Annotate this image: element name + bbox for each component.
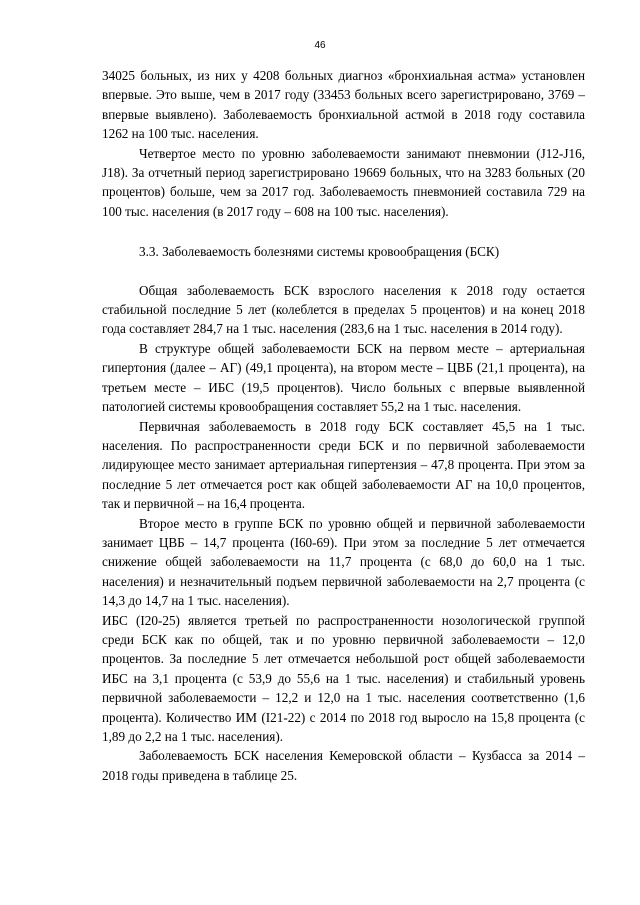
document-body [102, 66, 585, 785]
paragraph-bsk-structure: В структуре общей заболеваемости БСК на первом месте – артериальная гипертония (далее – АГ) (49,1 процента), на втором месте – ЦВБ (21,1 процента), на третьем месте – ИБС (19,5 процентов). Число больных с впервые выявленной патологией системы кровообращения составляет 55,2 на 1 тыс. населения. [102, 340, 585, 415]
paragraph-asthma-continued: 34025 больных, из них у 4208 больных диагноз «бронхиальная астма» установлен впервые. Это выше, чем в 2017 году (33453 больных всего зарегистрировано, 3769 – впервые выявлено). Заболеваемость бронхиальной астмой в 2018 году составила 1262 на 100 тыс. населения. [102, 68, 585, 142]
paragraph-pneumonia: Четвертое место по уровню заболеваемости занимают пневмонии (J12-J16, J18). За отчетный период зарегистрировано 19669 больных, что на 3283 больных (20 процентов) больше, чем за 2017 год. Заболеваемость пневмонией составила 729 на 100 тыс. населения (в 2017 году – 608 на 100 тыс. населения). [102, 145, 585, 219]
paragraph-primary-morbidity: Первичная заболеваемость в 2018 году БСК составляет 45,5 на 1 тыс. населения. По распространенности среди БСК и по первичной заболеваемости лидирующее место занимает артериальная гипертензия – 47,8 процента. При этом за последние 5 лет отмечается рост как общей заболеваемости АГ на 10,0 процентов, так и первичной – на 16,4 процента. [102, 418, 585, 512]
section-heading: 3.3. Заболеваемость болезнями системы кровообращения (БСК) [139, 244, 500, 260]
paragraph-bsk-general: Общая заболеваемость БСК взрослого населения к 2018 году остается стабильной последние 5 лет (колеблется в пределах 5 процентов) и на конец 2018 года составляет 284,7 на 1 тыс. населения (283,6 на 1 тыс. населения в 2014 году). [102, 282, 585, 337]
paragraph-cvb: Второе место в группе БСК по уровню общей и первичной заболеваемости занимает ЦВБ – 14,7 процента (I60-69). При этом за последние 5 лет отмечается снижение общей заболеваемости на 11,7 процента (с 68,0 до 60,0 на 1 тыс. населения) и незначительный подъем первичной заболеваемости на 2,7 процента (с 14,3 до 14,7 на 1 тыс. населения). [102, 515, 585, 609]
paragraph-table-reference: Заболеваемость БСК населения Кемеровской области – Кузбасса за 2014 – 2018 годы приведена в таблице 25. [102, 748, 585, 783]
paragraph-ibs: ИБС (I20-25) является третьей по распространенности нозологической группой среди БСК как по общей, так и по уровню первичной заболеваемости – 12,0 процентов. За последние 5 лет отмечается небольшой рост общей заболеваемости ИБС на 3,1 процента (с 53,9 до 55,6 на 1 тыс. населения) и стабильный уровень первичной заболеваемости – 12,2 и 12,0 на 1 тыс. населения соответственно (1,6 процента). Количество ИМ (I21-22) с 2014 по 2018 год выросло на 15,8 процента (с 1,89 до 2,2 на 1 тыс. населения). [102, 612, 585, 744]
page-number: 46 [314, 40, 326, 51]
